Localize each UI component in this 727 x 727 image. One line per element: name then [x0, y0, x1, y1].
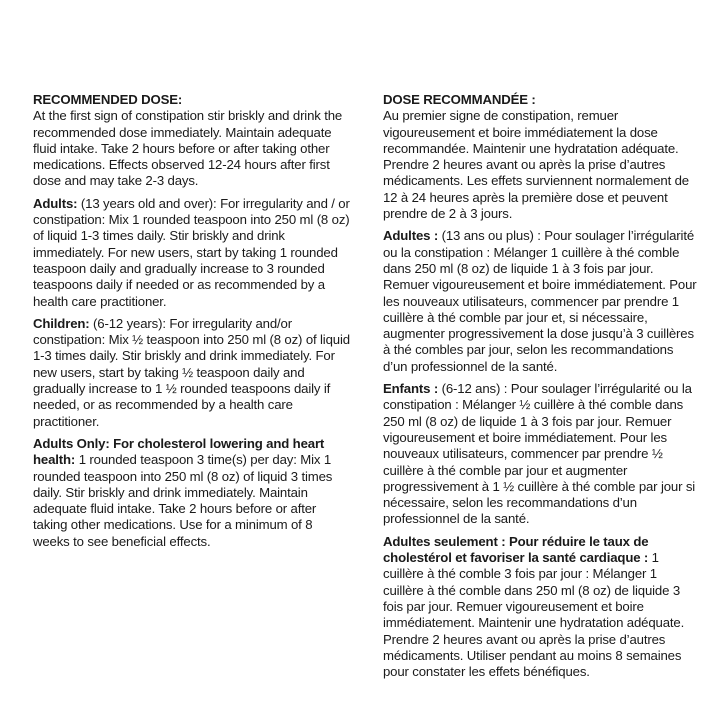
english-intro-paragraph: At the first sign of constipation stir briskly and drink the recommended dose immediately. Maintain adequate fluid intake. Take 2 hours before or after taking other medications. Effects observed 12-24 hours after first dose and may take 2-3 days. — [33, 108, 343, 189]
french-intro-paragraph: Au premier signe de constipation, remuer vigoureusement et boire immédiatement la dose recommandée. Maintenir une hydratation adéquate. Prendre 2 heures avant ou après la prise d’autres médicaments. Les effets surviennent normalement de 12 à 24 heures après la première dose et peuvent prendre de 2 à 3 jours. — [383, 108, 689, 222]
french-children-label: Enfants : — [383, 381, 439, 397]
french-adults-only-paragraph — [383, 534, 701, 681]
french-dosage-column — [383, 92, 701, 686]
french-adults-paragraph — [383, 228, 701, 375]
english-heading: RECOMMENDED DOSE: — [33, 92, 183, 107]
french-heading: DOSE RECOMMANDÉE : — [383, 92, 536, 107]
english-children-label: Children: — [33, 315, 90, 331]
french-adults-label: Adultes : — [383, 228, 439, 244]
english-adults-only-text: 1 rounded teaspoon 3 time(s) per day: Mix 1 rounded teaspoon into 250 ml (8 oz) of liquid 3 times daily. Stir briskly and drink immediately. Maintain adequate fluid intake. Take 2 hours before or after taking other medications. Use for a minimum of 8 weeks to see beneficial effects. — [33, 452, 333, 549]
french-children-paragraph — [383, 381, 701, 528]
french-adults-only-label: Adultes seulement : Pour réduire le taux de cholestérol et favoriser la santé cardiaque : — [383, 533, 649, 566]
english-children-paragraph — [33, 316, 351, 430]
french-adults-only-text: 1 cuillère à thé comble 3 fois par jour : Mélanger 1 cuillère à thé comble dans 250 ml (8 oz) de liquide 3 fois par jour. Remuer vigoureusement et boire immédiatement. Maintenir une hydratation adéquate. Prendre 2 heures avant ou après la prise d’autres médicaments. Utiliser pendant au moins 8 semaines pour constater les effets bénéfiques. — [383, 550, 685, 680]
english-adults-only-label: Adults Only: For cholesterol lowering and heart health: — [33, 435, 325, 468]
french-adults-text: (13 ans ou plus) : Pour soulager l’irrégularité ou la constipation : Mélanger 1 cuillère à thé comble dans 250 ml (8 oz) de liquide 1 à 3 fois par jour. Remuer vigoureusement et boire immédiatement. Pour les nouveaux utilisateurs, commencer par prendre 1 cuillère à thé comble par jour et, si nécessaire, augmenter progressivement la dose jusqu’à 3 cuillères à thé combles par jour, selon les recommandations d’un professionnel de la santé. — [383, 228, 697, 374]
english-adults-only-paragraph — [33, 436, 351, 550]
english-dosage-column — [33, 92, 351, 556]
english-adults-text: (13 years old and over): For irregularity and / or constipation: Mix 1 rounded teaspoon into 250 ml (8 oz) of liquid 1-3 times daily. Stir briskly and drink immediately. For new users, start by taking 1 rounded teaspoon daily and gradually increase to 3 rounded teaspoons daily if needed or as recommended by a health care practitioner. — [33, 195, 350, 309]
english-adults-label: Adults: — [33, 195, 78, 211]
english-adults-paragraph — [33, 196, 351, 310]
english-children-text: (6-12 years): For irregularity and/or constipation: Mix ½ teaspoon into 250 ml (8 oz) of liquid 1-3 times daily. Stir briskly and drink immediately. For new users, start by taking ½ teaspoon daily and gradually increase to 1 ½ rounded teaspoons daily if needed, or as recommended by a health care practitioner. — [33, 315, 350, 429]
french-children-text: (6-12 ans) : Pour soulager l’irrégularité ou la constipation : Mélanger ½ cuillère à thé comble dans 250 ml (8 oz) de liquide 1 à 3 fois par jour. Remuer vigoureusement et boire immédiatement. Pour les nouveaux utilisateurs, commencer par prendre ½ cuillère à thé comble par jour et augmenter progressivement à 1 ½ cuillère à thé comble par jour si nécessaire, selon les recommandations d’un professionnel de la santé. — [383, 381, 696, 527]
